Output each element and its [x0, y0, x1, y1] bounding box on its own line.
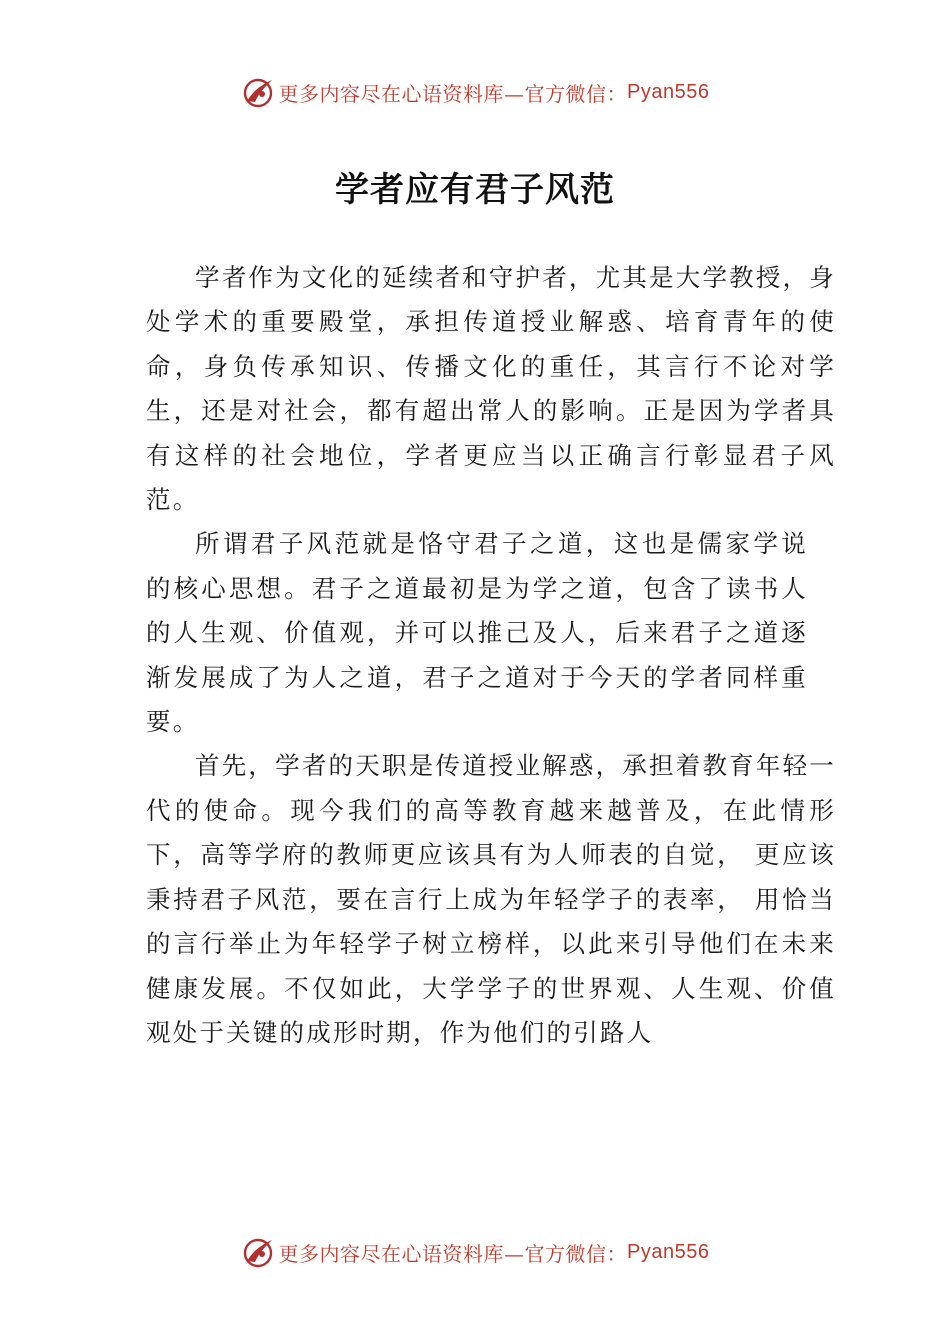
document-body — [146, 256, 836, 1055]
footer-banner — [0, 1232, 950, 1272]
paragraph-2: 所谓君子风范就是恪守君子之道，这也是儒家学说的核心思想。君子之道最初是为学之道，包含了读书人的人生观、价值观，并可以推己及人，后来君子之道逐渐发展成了为人之道，君子之道对于今天的学者同样重要。 — [146, 529, 808, 737]
header-wechat-id: Pyan556 — [627, 80, 710, 103]
paragraph-1: 学者作为文化的延续者和守护者，尤其是大学教授，身处学术的重要殿堂，承担传道授业解惑、培育青年的使命，身负传承知识、传播文化的重任，其言行不论对学生，还是对社会，都有超出常人的影响。正是因为学者具有这样的社会地位，学者更应当以正确言行彰显君子风范。 — [146, 263, 836, 515]
logo-icon — [241, 75, 275, 109]
header-banner-text: 更多内容尽在心语资料库—官方微信： — [278, 81, 628, 106]
logo-icon — [241, 1235, 275, 1269]
header-banner — [0, 72, 950, 112]
document-title: 学者应有君子风范 — [335, 170, 615, 210]
footer-wechat-id: Pyan556 — [627, 1240, 710, 1263]
footer-banner-text: 更多内容尽在心语资料库—官方微信： — [278, 1241, 628, 1266]
paragraph-3: 首先，学者的天职是传道授业解惑，承担着教育年轻一代的使命。现今我们的高等教育越来越普及，在此情形下，高等学府的教师更应该具有为人师表的自觉， 更应该秉持君子风范，要在言行上成为年轻学子的表率， 用恰当的言行举止为年轻学子树立榜样，以此来引导他们在未来健康发展。不仅如此，大学学子的世界观、人生观、价值观处于关键的成形时期，作为他们的引路人 — [146, 751, 836, 1047]
